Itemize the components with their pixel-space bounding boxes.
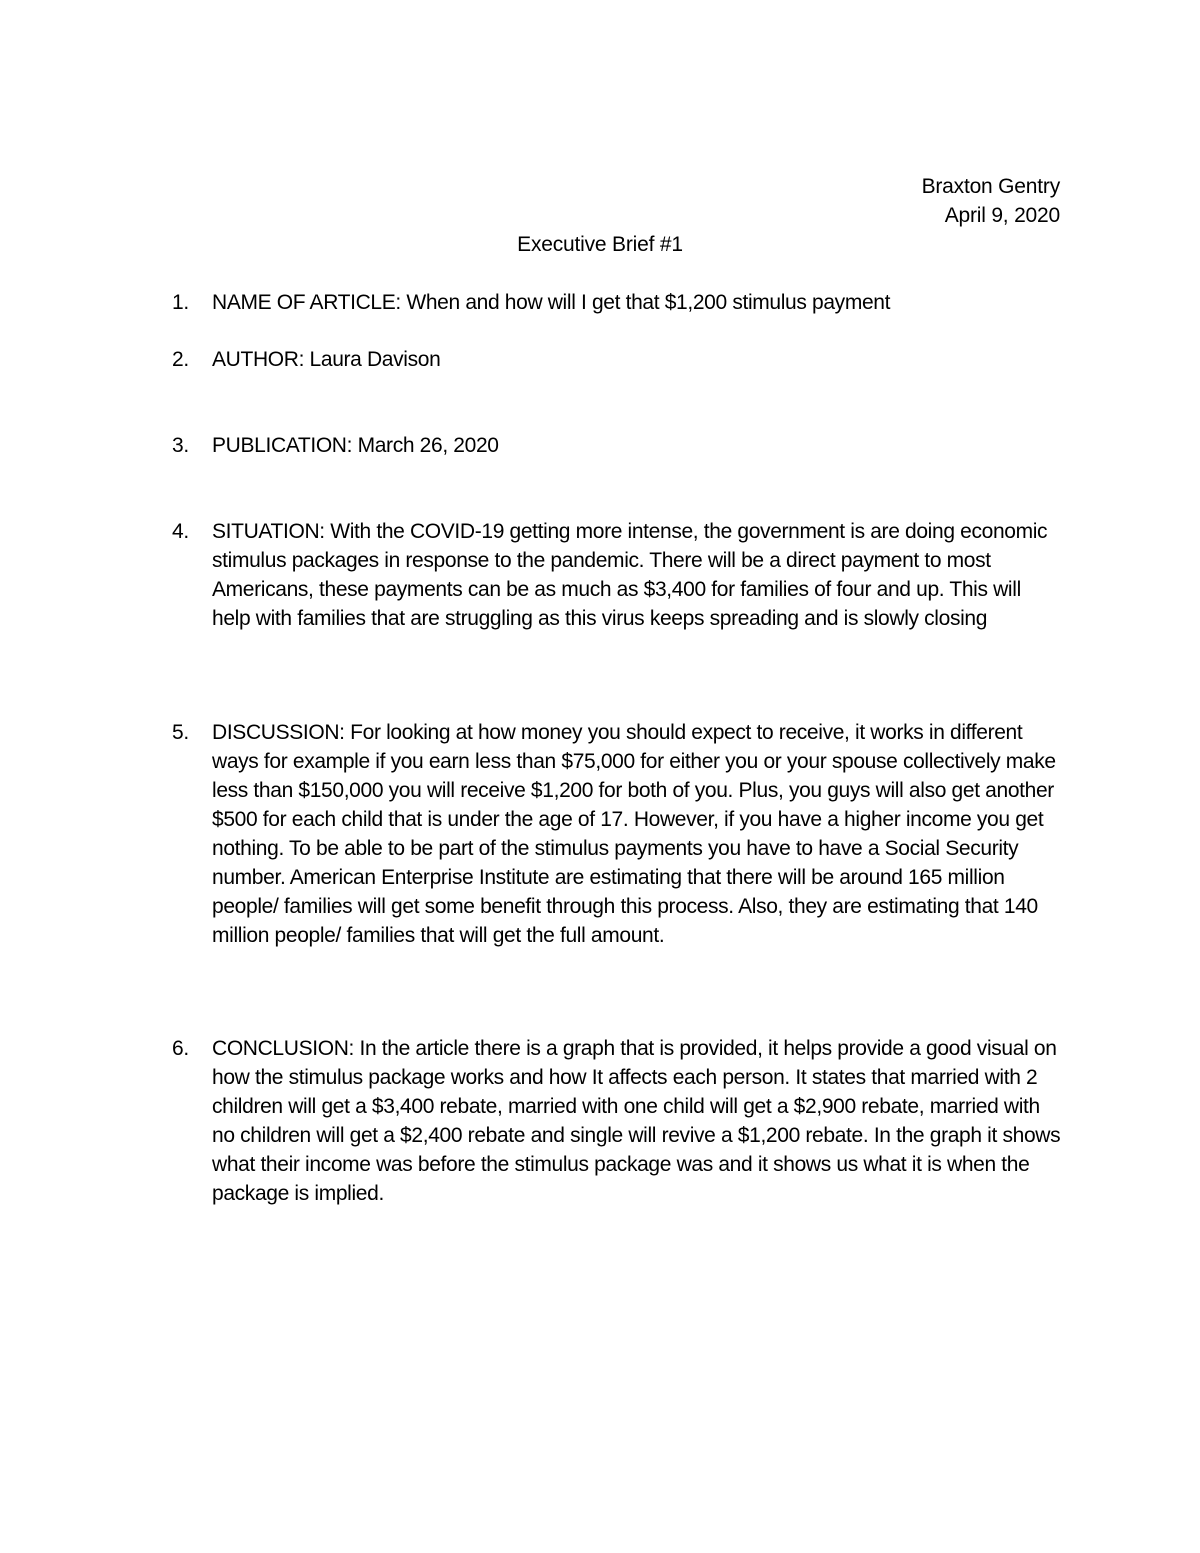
list-item-text: NAME OF ARTICLE: When and how will I get that $1,200 stimulus payment — [212, 291, 891, 314]
list-item-text: CONCLUSION: In the article there is a graph that is provided, it helps provide a good visual on how the stimulus package works and how It affects each person. It states that married with 2 children will get a $3,400 rebate, married with one child will get a $2,900 rebate, married with no children will get a $2,400 rebate and single will revive a $1,200 rebate. In the graph it shows what their income was before the stimulus package was and it shows us what it is when the package is implied. — [212, 1037, 1061, 1205]
list-item-text: DISCUSSION: For looking at how money you should expect to receive, it works in different ways for example if you earn less than $75,000 for either you or your spouse collectively make less than $150,000 you will receive $1,200 for both of you. Plus, you guys will also get another $500 for each child that is under the age of 17. However, if you have a higher income you get nothing. To be able to be part of the stimulus payments you have to have a Social Security number. American Enterprise Institute are estimating that there will be around 165 million people/ families will get some benefit through this process. Also, they are estimating that 140 million people/ families that will get the full amount. — [212, 721, 1056, 947]
list-number: 6. — [172, 1037, 189, 1060]
list-item-discussion — [172, 718, 1062, 950]
document-date: April 9, 2020 — [944, 204, 1060, 227]
list-number: 1. — [172, 291, 189, 314]
list-number: 5. — [172, 721, 189, 744]
list-number: 4. — [172, 520, 189, 543]
list-number: 2. — [172, 348, 189, 371]
list-item-text: SITUATION: With the COVID-19 getting more intense, the government is are doing economic stimulus packages in response to the pandemic. There will be a direct payment to most Americans, these payments can be as much as $3,400 for families of four and up. This will help with families that are struggling as this virus keeps spreading and is slowly closing — [212, 520, 1048, 630]
author-name: Braxton Gentry — [921, 175, 1060, 198]
list-item-conclusion — [172, 1034, 1062, 1208]
list-item-author — [172, 345, 1062, 374]
list-item-publication — [172, 431, 1062, 460]
list-item-article-name — [172, 288, 1062, 317]
list-item-text: AUTHOR: Laura Davison — [212, 348, 441, 371]
header-block — [922, 172, 1060, 230]
list-item-situation — [172, 517, 1062, 633]
document-title: Executive Brief #1 — [517, 233, 683, 256]
list-item-text: PUBLICATION: March 26, 2020 — [212, 434, 499, 457]
list-number: 3. — [172, 434, 189, 457]
